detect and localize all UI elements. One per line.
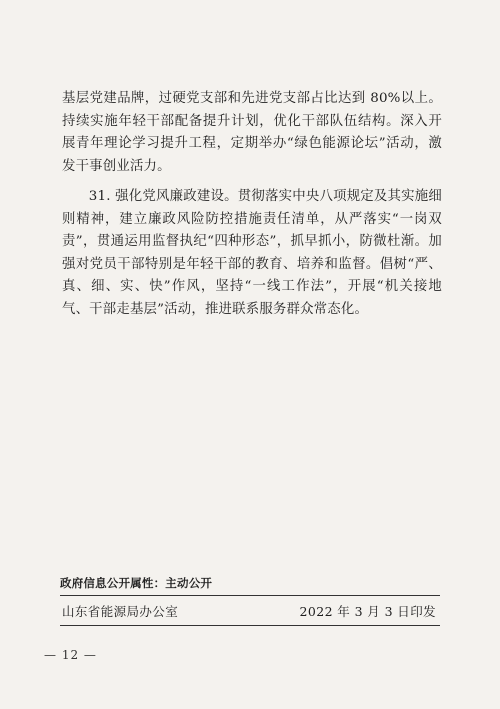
issuer-row bbox=[60, 596, 440, 626]
print-date: 2022 年 3 月 3 日印发 bbox=[299, 604, 436, 619]
paragraph-item-31: 31. 强化党风廉政建设。贯彻落实中央八项规定及其实施细则精神，建立廉政风险防控措施责任清单，从严落实“一岗双责”，贯通运用监督执纪“四种形态”，抓早抓小，防微杜渐。加强对党员干部特别是年轻干部的教育、培养和监督。倡树“严、真、细、实、快”作风，坚持“一线工作法”，开展“机关接地气、干部走基层”活动，推进联系服务群众常态化。 bbox=[62, 189, 442, 317]
issuing-office: 山东省能源局办公室 bbox=[62, 604, 179, 619]
paragraph-continuation: 基层党建品牌，过硬党支部和先进党支部占比达到 80%以上。持续实施年轻干部配备提升计划，优化干部队伍结构。深入开展青年理论学习提升工程，定期举办“绿色能源论坛”活动，激发干事创业活力。 bbox=[62, 91, 442, 174]
document-footer bbox=[60, 575, 440, 626]
page-number: — 12 — bbox=[44, 648, 97, 662]
disclosure-attribute: 政府信息公开属性：主动公开 bbox=[60, 575, 440, 596]
body-text bbox=[62, 88, 442, 321]
